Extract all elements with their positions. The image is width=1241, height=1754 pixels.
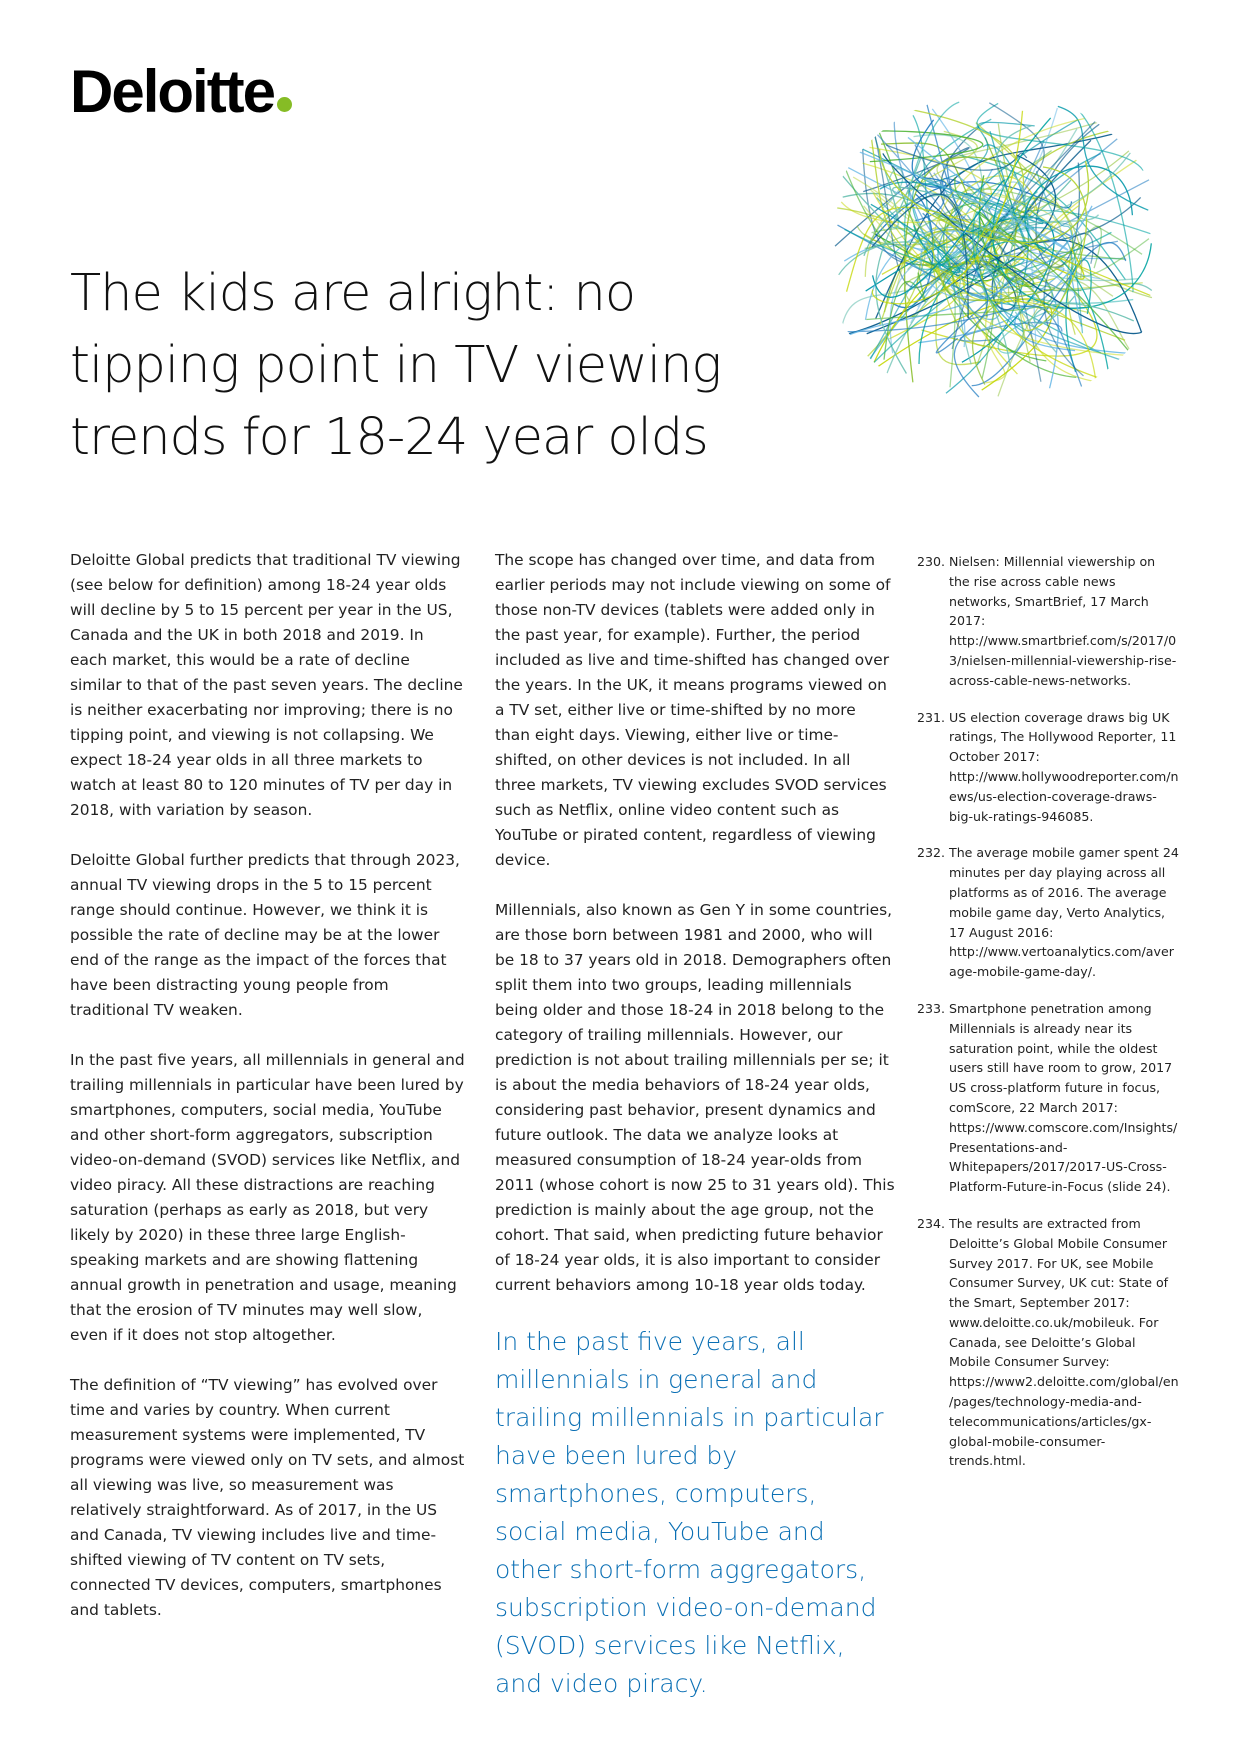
body-column-1 [70,548,465,1648]
body-column-2 [495,548,895,1703]
footnote-text: The average mobile gamer spent 24 minutes per day playing across all platforms as of 2016. The average mobile game day, Verto Analytics, 17 August 2016: http://www.vertoanalytics.com/average-mobile-game-day/. [949,845,1179,980]
footnote-text: Smartphone penetration among Millennials is already near its saturation point, while the oldest users still have room to grow, 2017 US cross-platform future in focus, comScore, 22 March 2017: https://www.comscore.com/Insights/Presentations-and-Whitepapers/2017/2017-US-Cross-Platform-Future-in-Focus (slide 24). [949,1000,1178,1195]
deloitte-logo [70,58,292,125]
pull-quote: In the past five years, all millennials in general and trailing millennials in particular have been lured by smartphones, computers, social media, YouTube and other short-form aggregators, subscription video-on-demand (SVOD) services like Netflix, and video piracy. [495,1327,884,1698]
footnote [917,843,1179,982]
paragraph: In the past five years, all millennials in general and trailing millennials in particular have been lured by smartphones, computers, social media, YouTube and other short-form aggregators, subscription video-on-demand (SVOD) services like Netflix, and video piracy. All these distractions are reaching saturation (perhaps as early as 2018, but very likely by 2020) in these three large English-speaking markets and are showing flattening annual growth in penetration and usage, meaning that the erosion of TV minutes may well slow, even if it does not stop altogether. [70,1051,465,1344]
footnotes [917,552,1179,1488]
page-title: The kids are alright: no tipping point in TV viewing trends for 18-24 year olds [70,264,721,467]
footnote-number: 231. [917,709,946,725]
paragraph: The scope has changed over time, and data from earlier periods may not include viewing on some of those non-TV devices (tablets were added only in the past year, for example). Further, the period included as live and time-shifted has changed over the years. In the UK, it means programs viewed on a TV set, either live or time-shifted by no more than eight days. Viewing, either live or time-shifted, on other devices is not included. In all three markets, TV viewing excludes SVOD services such as Netflix, online video content such as YouTube or pirated content, regardless of viewing device. [495,551,891,869]
paragraph: The definition of “TV viewing” has evolved over time and varies by country. When current measurement systems were implemented, TV programs were viewed only on TV sets, and almost all viewing was live, so measurement was relatively straightforward. As of 2017, in the US and Canada, TV viewing includes live and time-shifted viewing of TV content on TV sets, connected TV devices, computers, smartphones and tablets. [70,1376,465,1619]
footnote [917,708,1179,827]
footnote-text: Nielsen: Millennial viewership on the rise across cable news networks, SmartBrief, 17 March 2017: http://www.smartbrief.com/s/2017/03/nielsen-millennial-viewership-rise-across-cable-news-networks. [949,554,1177,688]
footnote [917,999,1179,1197]
footnote-text: The results are extracted from Deloitte’s Global Mobile Consumer Survey 2017. For UK, see Mobile Consumer Survey, UK cut: State of the Smart, September 2017: www.deloitte.co.uk/mobileuk. For Canada, see Deloitte’s Global Mobile Consumer Survey: https://www2.deloitte.com/global/en/pages/technology-media-and-telecommunications/articles/gx-global-mobile-consumer-trends.html. [949,1215,1179,1469]
footnote-number: 234. [917,1215,946,1231]
footnote-number: 230. [917,554,946,569]
footnote-text: US election coverage draws big UK ratings, The Hollywood Reporter, 11 October 2017: http://www.hollywoodreporter.com/news/us-election-coverage-draws-big-uk-ratings-946085. [949,709,1179,824]
footnote [917,1214,1179,1471]
footnote [917,552,1179,691]
footnote-number: 232. [917,845,946,861]
paragraph: Millennials, also known as Gen Y in some countries, are those born between 1981 and 2000, who will be 18 to 37 years old in 2018. Demographers often split them into two groups, leading millennials being older and those 18-24 in 2018 belong to the category of trailing millennials. However, our prediction is not about trailing millennials per se; it is about the media behaviors of 18-24 year olds, considering past behavior, present dynamics and future outlook. The data we analyze looks at measured consumption of 18-24 year-olds from 2011 (whose cohort is now 25 to 31 years old). This prediction is mainly about the age group, not the cohort. That said, when predicting future behavior of 18-24 year olds, it is also important to consider current behaviors among 10-18 year olds today. [495,901,895,1294]
footnote-number: 233. [917,1000,946,1016]
globe-illustration [815,80,1180,420]
paragraph: Deloitte Global further predicts that through 2023, annual TV viewing drops in the 5 to 15 percent range should continue. However, we think it is possible the rate of decline may be at the lower end of the range as the impact of the forces that have been distracting young people from traditional TV weaken. [70,851,460,1019]
logo-dot [277,97,292,112]
paragraph: Deloitte Global predicts that traditional TV viewing (see below for definition) among 18-24 year olds will decline by 5 to 15 percent per year in the US, Canada and the UK in both 2018 and 2019. In each market, this would be a rate of decline similar to that of the past seven years. The decline is neither exacerbating nor improving; there is no tipping point, and viewing is not collapsing. We expect 18-24 year olds in all three markets to watch at least 80 to 120 minutes of TV per day in 2018, with variation by season. [70,551,463,819]
logo-text: Deloitte [70,58,275,125]
globe-line [977,103,1143,170]
